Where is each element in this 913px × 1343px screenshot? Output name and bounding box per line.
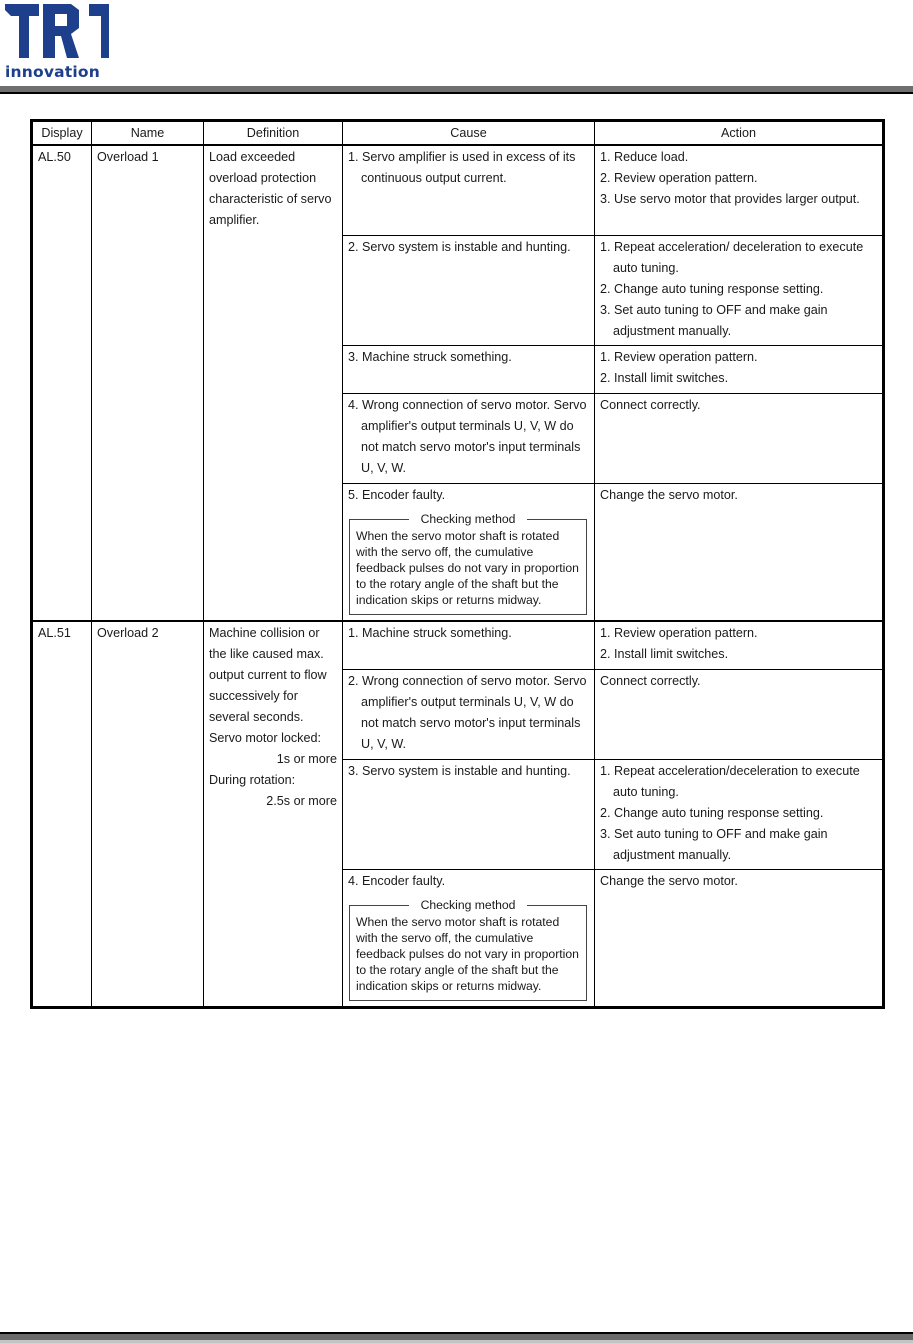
cause-text: 5. Encoder faulty. — [348, 488, 446, 502]
definition-text: During rotation: — [209, 773, 296, 787]
action-cell — [595, 394, 884, 484]
action-item: 2. Change auto tuning response setting. — [600, 806, 824, 820]
col-header-action: Action — [595, 121, 884, 146]
action-cell — [595, 346, 884, 394]
action-item: 2. Change auto tuning response setting. — [600, 282, 824, 296]
action-item: 2. Review operation pattern. — [600, 171, 758, 185]
definition-text: Machine collision or the like caused max. output current to flow successively for several seconds. — [209, 626, 327, 724]
action-item: Change the servo motor. — [600, 874, 738, 888]
definition-text: 2.5s or more — [266, 794, 337, 808]
cause-text: 1. Machine struck something. — [348, 626, 512, 640]
header-rule-dark — [0, 92, 913, 94]
action-item: 1. Repeat acceleration/deceleration to execute auto tuning. — [600, 764, 860, 799]
action-cell — [595, 145, 884, 236]
col-header-cause: Cause — [343, 121, 595, 146]
checking-method-title: Checking method — [409, 512, 528, 526]
alarm-display-code: AL.51 — [32, 621, 92, 1008]
logo-subtitle: innovation — [5, 63, 100, 81]
cause-cell — [343, 484, 595, 622]
alarm-name: Overload 1 — [92, 145, 204, 621]
cause-text: 4. Wrong connection of servo motor. Servo amplifier's output terminals U, V, W do not match servo motor's input terminals U, V, W. — [348, 398, 587, 475]
alarm-table-container — [30, 119, 882, 1009]
checking-method-title: Checking method — [409, 898, 528, 912]
cause-cell — [343, 346, 595, 394]
action-item: 3. Set auto tuning to OFF and make gain adjustment manually. — [600, 303, 828, 338]
action-cell — [595, 760, 884, 870]
table-header-row — [32, 121, 884, 146]
col-header-definition: Definition — [204, 121, 343, 146]
action-item: 1. Review operation pattern. — [600, 626, 758, 640]
action-item: 3. Use servo motor that provides larger output. — [600, 192, 860, 206]
cause-cell — [343, 760, 595, 870]
cause-cell — [343, 236, 595, 346]
col-header-display: Display — [32, 121, 92, 146]
cause-text: 4. Encoder faulty. — [348, 874, 446, 888]
cause-text: 1. Servo amplifier is used in excess of its continuous output current. — [348, 150, 576, 185]
definition-text: Servo motor locked: — [209, 731, 321, 745]
cause-text: 3. Machine struck something. — [348, 350, 512, 364]
cause-cell — [343, 621, 595, 670]
alarm-display-code: AL.50 — [32, 145, 92, 621]
action-item: 3. Set auto tuning to OFF and make gain adjustment manually. — [600, 827, 828, 862]
alarm-definition — [204, 145, 343, 621]
checking-method-box — [349, 898, 587, 1001]
action-item: 1. Reduce load. — [600, 150, 689, 164]
action-item: Connect correctly. — [600, 674, 701, 688]
action-item: 1. Review operation pattern. — [600, 350, 758, 364]
action-item: Connect correctly. — [600, 398, 701, 412]
action-item: Change the servo motor. — [600, 488, 738, 502]
definition-text: Load exceeded overload protection characteristic of servo amplifier. — [209, 150, 332, 227]
cause-cell — [343, 870, 595, 1008]
table-row — [32, 145, 884, 236]
action-cell — [595, 621, 884, 670]
table-row — [32, 621, 884, 670]
col-header-name: Name — [92, 121, 204, 146]
checking-method-text: When the servo motor shaft is rotated with the servo off, the cumulative feedback pulses do not vary in proportion to the rotary angle of the shaft but the indication skips or returns midway. — [356, 915, 579, 993]
cause-text: 2. Servo system is instable and hunting. — [348, 240, 571, 254]
alarm-table — [30, 119, 885, 1009]
action-item: 2. Install limit switches. — [600, 647, 729, 661]
action-cell — [595, 484, 884, 622]
company-logo — [5, 2, 117, 80]
checking-method-text: When the servo motor shaft is rotated with the servo off, the cumulative feedback pulses do not vary in proportion to the rotary angle of the shaft but the indication skips or returns midway. — [356, 529, 579, 607]
action-cell — [595, 670, 884, 760]
definition-text: 1s or more — [276, 752, 337, 766]
action-cell — [595, 236, 884, 346]
cause-cell — [343, 145, 595, 236]
cause-cell — [343, 394, 595, 484]
alarm-name: Overload 2 — [92, 621, 204, 1008]
action-item: 2. Install limit switches. — [600, 371, 729, 385]
alarm-definition — [204, 621, 343, 1008]
checking-method-box — [349, 512, 587, 615]
cause-text: 2. Wrong connection of servo motor. Servo amplifier's output terminals U, V, W do not match servo motor's input terminals U, V, W. — [348, 674, 587, 751]
cause-cell — [343, 670, 595, 760]
tri-logo-icon — [5, 2, 117, 62]
action-item: 1. Repeat acceleration/ deceleration to execute auto tuning. — [600, 240, 864, 275]
cause-text: 3. Servo system is instable and hunting. — [348, 764, 571, 778]
action-cell — [595, 870, 884, 1008]
